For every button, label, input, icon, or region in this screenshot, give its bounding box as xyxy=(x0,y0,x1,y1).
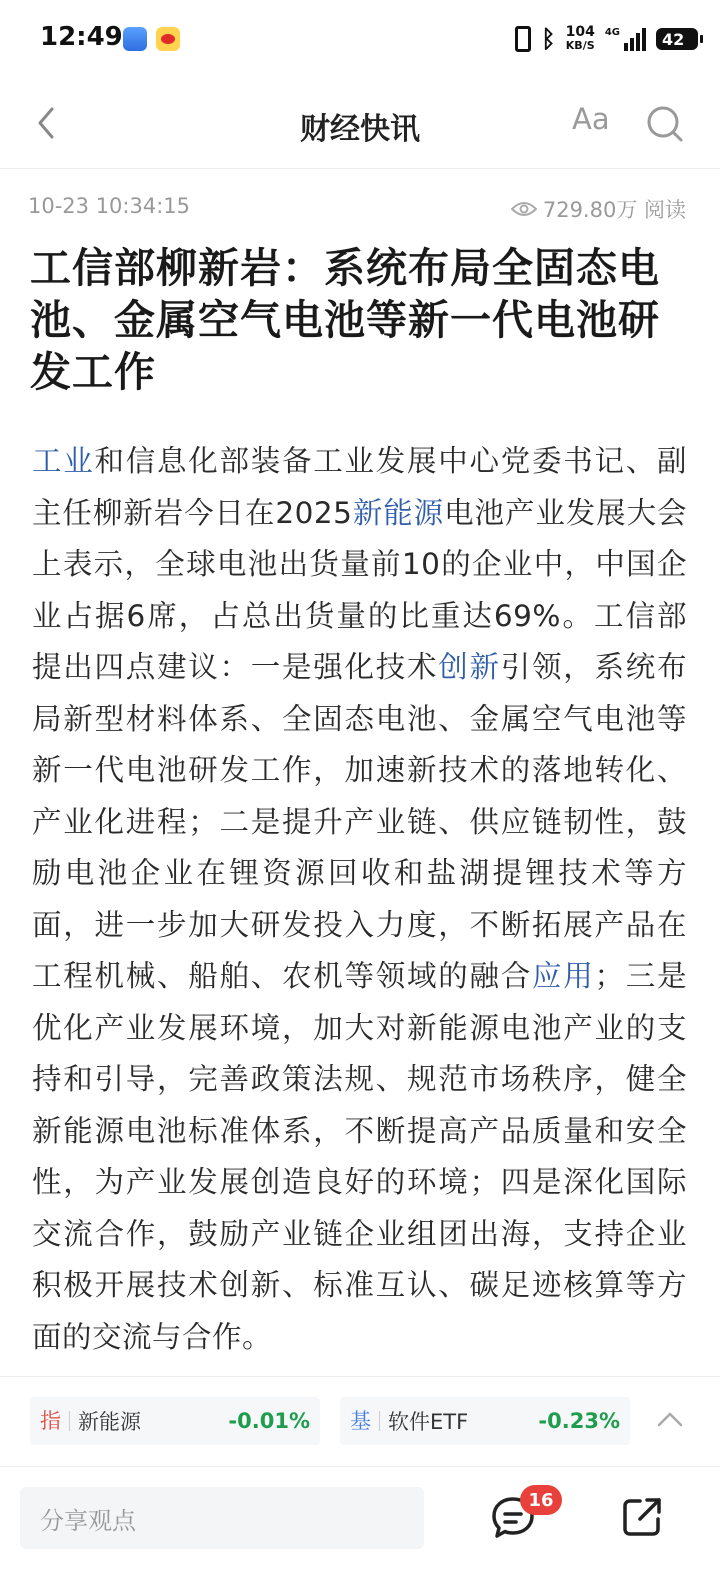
share-opinion-input[interactable]: 分享观点 xyxy=(20,1487,424,1549)
article-views xyxy=(511,194,686,224)
body-text: 引领，系统布局新型材料体系、全固态电池、金属空气电池等新一代电池研发工作，加速新技术的落地转化、产业化进程；二是提升产业链、供应链韧性，鼓励电池企业在锂资源回收和盐湖提锂技术等方面，进一步加大研发投入力度，不断拓展产品在工程机械、船舶、农机等领域的融合 xyxy=(32,650,687,993)
network-type: 4G xyxy=(604,27,620,38)
status-bar xyxy=(0,0,720,78)
status-indicators xyxy=(515,22,698,56)
index-tag: 指 xyxy=(40,1411,70,1431)
net-speed-unit: KB/S xyxy=(565,39,595,52)
vibrate-icon xyxy=(515,26,531,52)
comment-count-badge: 16 xyxy=(520,1485,562,1515)
quote-chip-fund[interactable] xyxy=(340,1397,630,1445)
share-icon[interactable] xyxy=(620,1495,664,1539)
body-text: 电池产业发展大会上表示，全球电池出货量前10的企业中，中国企业占据6席，占总出货量的比重达69%。工信部提出四点建议：一是强化技术 xyxy=(32,495,687,684)
article-body xyxy=(32,436,687,1376)
page-title: 财经快讯 xyxy=(300,112,420,147)
keyword-link[interactable]: 创新 xyxy=(438,650,501,684)
net-speed-value: 104 xyxy=(565,24,595,40)
quote-change: -0.01% xyxy=(228,1409,310,1433)
keyword-link[interactable]: 工业 xyxy=(32,444,95,478)
search-icon[interactable] xyxy=(646,105,684,143)
bottom-action-bar xyxy=(0,1466,720,1585)
signal-icon xyxy=(605,27,646,51)
quote-name: 新能源 xyxy=(78,1410,141,1434)
body-text: 和信息化部装备工业发展中心党委书记、副主任柳新岩今日在2025 xyxy=(32,444,687,530)
article-datetime: 10-23 10:34:15 xyxy=(28,194,191,218)
font-size-button[interactable]: Aa xyxy=(572,102,610,136)
network-speed xyxy=(566,25,595,53)
body-text: ；三是优化产业发展环境，加大对新能源电池产业的支持和引导，完善政策法规、规范市场秩序，健全新能源电池标准体系，不断提高产品质量和安全性，为产业发展创造良好的环境；四是深化国际交流合作，鼓励产业链企业组团出海，支持企业积极开展技术创新、标准互认、碳足迹核算等方面的交流与合作。 xyxy=(32,959,687,1354)
chevron-up-icon[interactable] xyxy=(656,1407,684,1431)
article-meta xyxy=(28,194,686,222)
related-quotes-bar xyxy=(0,1376,720,1467)
eye-icon xyxy=(511,199,537,219)
quote-change: -0.23% xyxy=(538,1409,620,1433)
status-time: 12:49 xyxy=(40,22,123,52)
nav-bar xyxy=(0,78,720,169)
bluetooth-icon: ᛒ xyxy=(541,25,556,53)
weibo-notification-icon xyxy=(156,27,180,51)
battery-icon xyxy=(656,28,698,50)
notification-app-icon xyxy=(123,27,147,51)
article-title: 工信部柳新岩：系统布局全固态电池、金属空气电池等新一代电池研发工作 xyxy=(30,244,660,396)
quote-chip-index[interactable] xyxy=(30,1397,320,1445)
battery-level: 42 xyxy=(662,29,685,49)
quote-name: 软件ETF xyxy=(388,1410,469,1434)
keyword-link[interactable]: 应用 xyxy=(531,959,595,993)
fund-tag: 基 xyxy=(350,1411,380,1431)
keyword-link[interactable]: 新能源 xyxy=(352,495,445,530)
views-count: 729.80万 阅读 xyxy=(542,198,686,222)
